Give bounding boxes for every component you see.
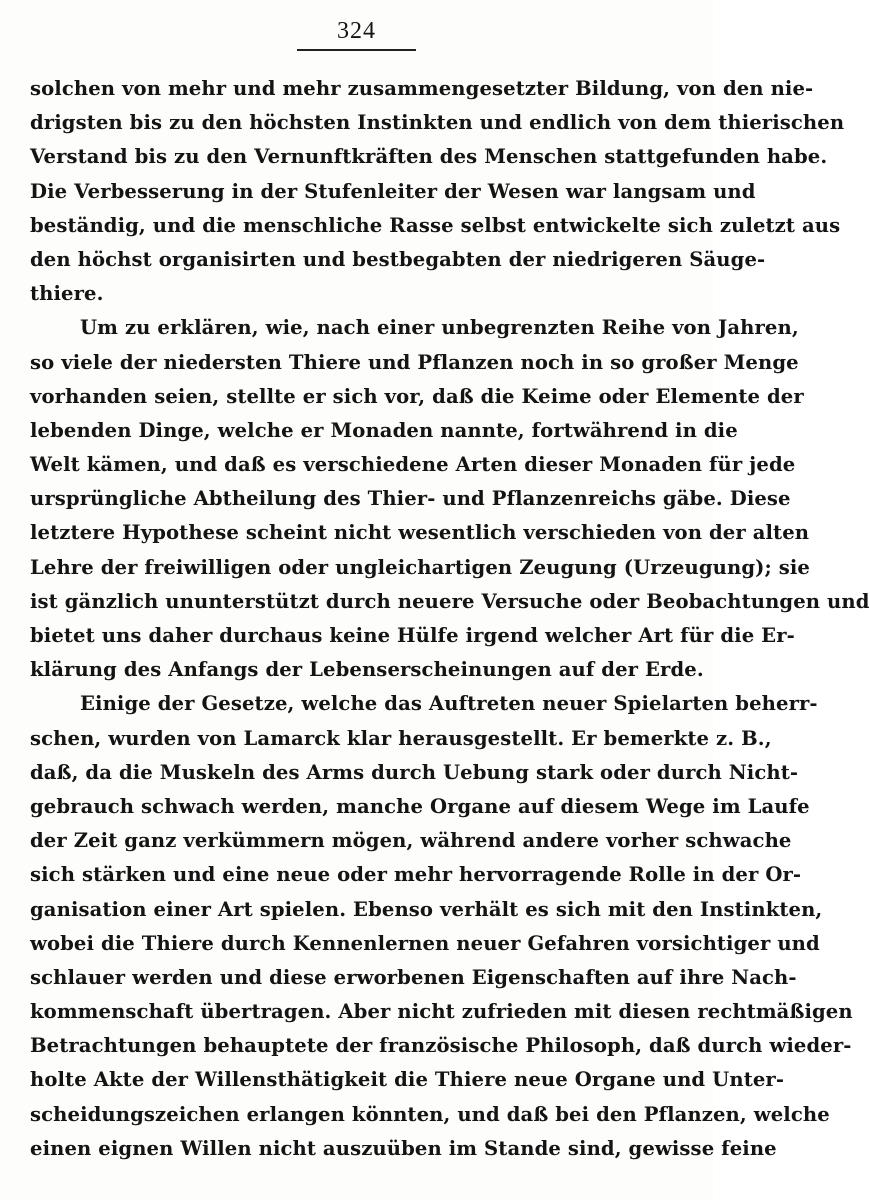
text-line: Welt kämen, und daß es verschiedene Arten dieser Monaden für jede [30, 453, 796, 477]
text-line: vorhanden seien, stellte er sich vor, daß die Keime oder Elemente der [30, 384, 804, 408]
text-line: bietet uns daher durchaus keine Hülfe irgend welcher Art für die Er- [30, 624, 795, 647]
text-line: Lehre der freiwilligen oder ungleichartigen Zeugung (Urzeugung); sie [30, 555, 810, 579]
text-line: kommenschaft übertragen. Aber nicht zufrieden mit diesen rechtmäßigen [30, 1000, 853, 1024]
text-line: thiere. [30, 282, 104, 306]
body-text [30, 72, 870, 1166]
text-line: holte Akte der Willensthätigkeit die Thiere neue Organe und Unter- [30, 1068, 785, 1092]
page-number: 324 [297, 18, 416, 51]
paragraph-start-line: Um zu erklären, wie, nach einer unbegrenzten Reihe von Jahren, [80, 316, 799, 340]
text-line: sich stärken und eine neue oder mehr hervorragende Rolle in der Or- [30, 863, 802, 887]
page-header [0, 18, 713, 51]
paragraph-start-line: Einige der Gesetze, welche das Auftreten neuer Spielarten beherr- [80, 692, 818, 716]
text-line: klärung des Anfangs der Lebenserscheinungen auf der Erde. [30, 658, 704, 682]
text-line: einen eignen Willen nicht auszuüben im Stande sind, gewisse feine [30, 1136, 777, 1160]
text-line: Betrachtungen behauptete der französische Philosoph, daß durch wieder- [30, 1034, 852, 1058]
text-line: beständig, und die menschliche Rasse selbst entwickelte sich zuletzt aus [30, 213, 841, 237]
text-line: ist gänzlich ununterstützt durch neuere Versuche oder Beobachtungen und [30, 589, 870, 613]
text-line: schen, wurden von Lamarck klar herausgestellt. Er bemerkte z. B., [30, 726, 772, 750]
text-line: drigsten bis zu den höchsten Instinkten und endlich von dem thierischen [30, 111, 845, 135]
text-line: letztere Hypothese scheint nicht wesentlich verschieden von der alten [30, 521, 810, 545]
text-line: schlauer werden und diese erworbenen Eigenschaften auf ihre Nach- [30, 965, 797, 989]
text-line: ursprüngliche Abtheilung des Thier- und Pflanzenreichs gäbe. Diese [30, 487, 791, 511]
text-line: gebrauch schwach werden, manche Organe auf diesem Wege im Laufe [30, 794, 810, 818]
text-line: Die Verbesserung in der Stufenleiter der Wesen war langsam und [30, 179, 756, 203]
text-line: ganisation einer Art spielen. Ebenso verhält es sich mit den Instinkten, [30, 897, 823, 921]
text-line: wobei die Thiere durch Kennenlernen neuer Gefahren vorsichtiger und [30, 931, 820, 955]
text-line: lebenden Dinge, welche er Monaden nannte, fortwährend in die [30, 418, 738, 442]
text-line: den höchst organisirten und bestbegabten der niedrigeren Säuge- [30, 247, 766, 271]
text-line: solchen von mehr und mehr zusammengesetzter Bildung, von den nie- [30, 77, 814, 100]
text-line: Verstand bis zu den Vernunftkräften des Menschen stattgefunden habe. [30, 145, 828, 169]
text-line: so viele der niedersten Thiere und Pflanzen noch in so großer Menge [30, 350, 799, 374]
text-line: der Zeit ganz verkümmern mögen, während andere vorher schwache [30, 829, 792, 853]
text-line: daß, da die Muskeln des Arms durch Uebung stark oder durch Nicht- [30, 760, 799, 784]
text-line: scheidungszeichen erlangen könnten, und daß bei den Pflanzen, welche [30, 1102, 830, 1126]
